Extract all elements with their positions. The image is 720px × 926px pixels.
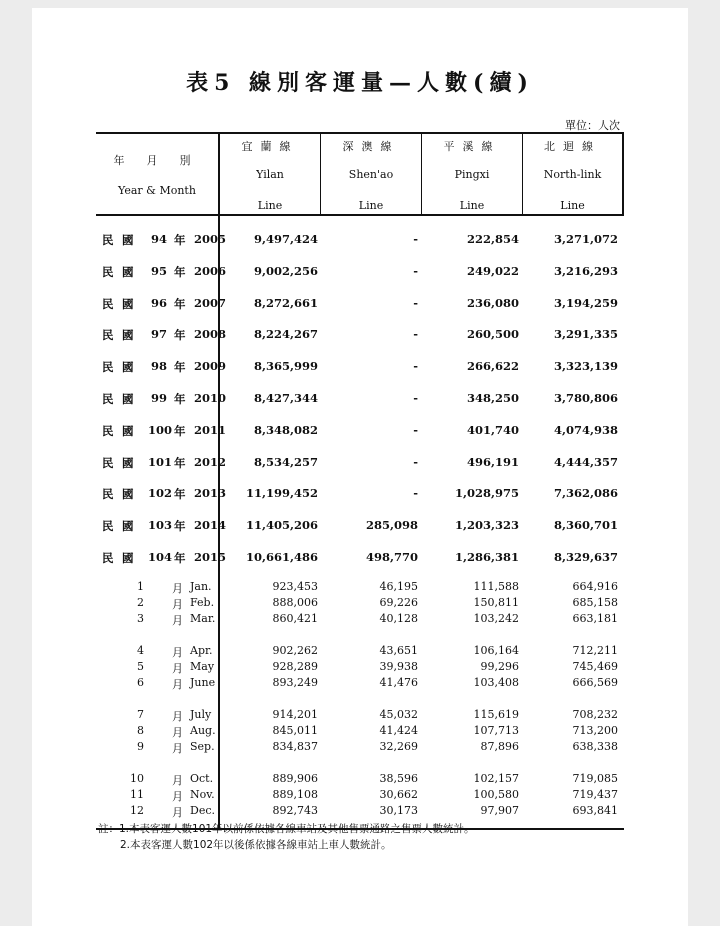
row-value-col-3: 150,811 (473, 596, 519, 609)
row-value-col-3: 266,622 (466, 359, 519, 374)
row-nian: 年 (174, 455, 186, 470)
row-month-num: 3 (137, 612, 144, 625)
row-prefix: 民 (102, 551, 114, 565)
row-nian: 年 (174, 519, 186, 534)
row-nian: 年 (174, 328, 186, 343)
row-roc-year: 95 (150, 263, 167, 278)
row-label (102, 788, 218, 804)
row-value-col-4: 712,211 (572, 644, 618, 657)
header-col-en: Shen'ao (348, 168, 394, 181)
row-era: 國 (122, 296, 134, 311)
row-label (102, 518, 227, 534)
row-value-col-4: 4,074,938 (553, 422, 618, 437)
monthly-row (96, 660, 624, 676)
row-value-col-3: 103,242 (473, 612, 519, 625)
row-nian: 年 (174, 551, 186, 565)
row-value-col-1: 834,837 (272, 740, 318, 753)
row-month-num: 8 (137, 724, 144, 737)
annual-row (96, 550, 624, 566)
row-value-col-4: 3,291,335 (553, 327, 618, 342)
row-value-col-3: 106,164 (473, 644, 519, 657)
annual-row (96, 232, 624, 248)
header-col-line: Line (459, 199, 485, 212)
row-nian: 年 (174, 296, 186, 311)
row-value-col-4: 3,216,293 (553, 263, 618, 278)
row-value-col-2: 41,424 (379, 724, 418, 737)
row-era: 國 (122, 328, 134, 343)
row-value-col-2: - (413, 454, 418, 469)
row-month-num: 7 (137, 708, 144, 721)
row-value-col-4: 4,444,357 (553, 454, 618, 469)
row-era: 國 (122, 487, 134, 502)
row-value-col-3: 107,713 (473, 724, 519, 737)
row-month-en: July (190, 708, 212, 721)
row-value-col-1: 914,201 (272, 708, 318, 721)
annual-row (96, 264, 624, 280)
row-ad-year: 2005 (194, 232, 227, 246)
unit-label: 單位：人次 (565, 119, 620, 132)
row-prefix: 民 (102, 392, 114, 406)
row-value-col-3: 1,203,323 (454, 518, 519, 533)
monthly-row (96, 612, 624, 628)
row-nian: 年 (174, 233, 186, 247)
row-value-col-2: 45,032 (379, 708, 418, 721)
header-col-shenao (321, 134, 422, 214)
row-value-col-1: 902,262 (272, 644, 318, 657)
monthly-row (96, 580, 624, 596)
row-value-col-1: 8,534,257 (253, 454, 318, 469)
row-nian: 年 (174, 487, 186, 502)
row-yue: 月 (172, 790, 183, 803)
header-col-pingxi (422, 134, 523, 214)
row-value-col-4: 3,323,139 (553, 359, 618, 374)
row-era: 國 (122, 264, 134, 279)
row-nian: 年 (174, 360, 186, 375)
document-page (32, 8, 688, 926)
row-value-col-4: 638,338 (572, 740, 618, 753)
row-value-col-2: 285,098 (365, 518, 418, 533)
row-label (102, 359, 227, 375)
monthly-row (96, 644, 624, 660)
row-value-col-2: 32,269 (379, 740, 418, 753)
row-value-col-2: - (413, 327, 418, 342)
row-yue: 月 (172, 774, 183, 787)
row-value-col-4: 8,329,637 (553, 550, 618, 564)
row-value-col-2: - (413, 486, 418, 501)
row-value-col-4: 3,780,806 (553, 391, 618, 405)
row-value-col-1: 893,249 (272, 676, 318, 689)
row-label (102, 422, 227, 439)
header-col-zh: 平溪線 (443, 140, 501, 153)
row-value-col-1: 888,006 (272, 596, 318, 609)
row-ad-year: 2015 (194, 550, 227, 564)
row-value-col-3: 236,080 (466, 295, 519, 310)
monthly-row (96, 804, 624, 820)
row-yue: 月 (172, 662, 183, 675)
row-month-en: Aug. (190, 724, 216, 737)
row-value-col-2: 41,476 (379, 676, 418, 689)
row-era: 國 (122, 233, 134, 247)
row-value-col-1: 11,405,206 (245, 518, 318, 533)
row-roc-year: 94 (150, 232, 167, 246)
row-prefix: 民 (102, 264, 114, 279)
row-yue: 月 (172, 598, 183, 611)
row-value-col-4: 719,437 (572, 788, 618, 801)
row-value-col-2: - (413, 232, 418, 246)
row-label (102, 391, 227, 407)
row-prefix: 民 (102, 328, 114, 343)
row-era: 國 (122, 423, 134, 438)
row-value-col-3: 97,907 (480, 804, 519, 817)
row-roc-year: 101 (148, 454, 173, 469)
row-label (102, 676, 218, 692)
row-value-col-3: 103,408 (473, 676, 519, 689)
row-label (102, 772, 218, 788)
annual-row (96, 359, 624, 375)
annual-row (96, 518, 624, 534)
row-month-num: 11 (130, 788, 144, 801)
row-value-col-2: - (413, 391, 418, 405)
monthly-row (96, 708, 624, 724)
row-label (102, 550, 227, 566)
row-label (102, 612, 218, 628)
row-value-col-4: 666,569 (572, 676, 618, 689)
row-ad-year: 2011 (194, 422, 227, 437)
row-month-num: 4 (137, 644, 144, 657)
row-value-col-2: 46,195 (379, 580, 418, 593)
row-prefix: 民 (102, 233, 114, 247)
row-month-en: Dec. (190, 804, 215, 817)
row-label (102, 327, 227, 343)
row-value-col-4: 8,360,701 (553, 518, 618, 533)
row-month-num: 1 (137, 580, 144, 593)
row-ad-year: 2007 (194, 295, 227, 310)
row-value-col-3: 496,191 (466, 454, 519, 469)
row-label (102, 580, 218, 596)
row-value-col-4: 693,841 (572, 804, 618, 817)
row-value-col-2: 39,938 (379, 660, 418, 673)
row-value-col-2: 30,662 (379, 788, 418, 801)
annual-row (96, 455, 624, 471)
row-value-col-1: 928,289 (272, 660, 318, 673)
monthly-row (96, 724, 624, 740)
row-roc-year: 103 (148, 518, 173, 533)
annual-row (96, 486, 624, 502)
row-value-col-1: 892,743 (272, 804, 318, 817)
header-col-en: Pingxi (454, 168, 490, 181)
row-month-num: 10 (130, 772, 144, 785)
row-value-col-3: 111,588 (473, 580, 519, 593)
row-value-col-1: 889,108 (272, 788, 318, 801)
row-value-col-2: - (413, 359, 418, 374)
monthly-row (96, 676, 624, 692)
row-value-col-3: 222,854 (466, 232, 519, 246)
row-value-col-2: 30,173 (379, 804, 418, 817)
row-yue: 月 (172, 646, 183, 659)
row-ad-year: 2009 (194, 359, 227, 374)
row-month-en: Sep. (190, 740, 215, 753)
row-ad-year: 2006 (194, 263, 227, 278)
header-year-month-en: Year & Month (118, 184, 196, 197)
footnote-1: 註：1.本表客運人數101年以前係依據各線車站及其他售票通路之售票人數統計。 (98, 823, 475, 835)
row-ad-year: 2012 (194, 454, 227, 469)
row-value-col-3: 100,580 (473, 788, 519, 801)
row-value-col-4: 708,232 (572, 708, 618, 721)
row-label (102, 486, 227, 502)
row-month-en: Oct. (190, 772, 214, 785)
row-prefix: 民 (102, 296, 114, 311)
row-month-en: May (190, 660, 215, 673)
table-header (96, 132, 624, 216)
header-col-line: Line (358, 199, 384, 212)
row-value-col-2: - (413, 422, 418, 437)
row-era: 國 (122, 360, 134, 375)
row-value-col-1: 8,348,082 (253, 422, 318, 437)
row-era: 國 (122, 551, 134, 565)
row-value-col-1: 11,199,452 (245, 486, 318, 501)
row-nian: 年 (174, 392, 186, 406)
row-era: 國 (122, 392, 134, 406)
row-prefix: 民 (102, 423, 114, 438)
row-value-col-3: 115,619 (473, 708, 519, 721)
row-value-col-4: 7,362,086 (553, 486, 618, 501)
row-month-num: 5 (137, 660, 144, 673)
row-ad-year: 2008 (194, 327, 227, 342)
row-month-num: 12 (130, 804, 144, 817)
row-value-col-2: - (413, 295, 418, 310)
row-value-col-1: 889,906 (272, 772, 318, 785)
row-yue: 月 (172, 582, 183, 595)
row-prefix: 民 (102, 487, 114, 502)
row-value-col-3: 249,022 (466, 263, 519, 278)
row-prefix: 民 (102, 455, 114, 470)
row-yue: 月 (172, 710, 183, 723)
row-roc-year: 99 (150, 391, 167, 405)
row-value-col-2: 43,651 (379, 644, 418, 657)
row-label (102, 804, 218, 820)
row-prefix: 民 (102, 360, 114, 375)
row-month-num: 9 (137, 740, 144, 753)
row-value-col-1: 9,002,256 (253, 263, 318, 278)
row-label (102, 232, 227, 248)
row-value-col-3: 99,296 (480, 660, 519, 673)
row-value-col-1: 845,011 (272, 724, 318, 737)
monthly-row (96, 740, 624, 756)
header-year-month-zh: 年月別 (113, 154, 213, 167)
row-value-col-4: 3,194,259 (553, 295, 618, 310)
row-era: 國 (122, 455, 134, 470)
row-value-col-3: 102,157 (473, 772, 519, 785)
header-col-line: Line (560, 199, 585, 212)
row-nian: 年 (174, 423, 186, 438)
page-title: 表5 線別客運量—人數(續) (186, 70, 534, 96)
row-label (102, 660, 218, 676)
row-yue: 月 (172, 806, 183, 819)
row-value-col-4: 3,271,072 (553, 232, 618, 246)
row-value-col-2: - (413, 263, 418, 278)
row-value-col-3: 87,896 (480, 740, 519, 753)
row-prefix: 民 (102, 519, 114, 534)
header-col-en: Yilan (256, 168, 284, 181)
row-month-en: Mar. (190, 612, 216, 625)
row-value-col-4: 664,916 (572, 580, 618, 593)
row-value-col-3: 401,740 (466, 422, 519, 437)
row-label (102, 644, 218, 660)
row-label (102, 454, 227, 471)
row-month-en: Apr. (190, 644, 213, 657)
row-roc-year: 97 (150, 327, 167, 342)
row-value-col-2: 40,128 (379, 612, 418, 625)
header-col-yilan (220, 134, 321, 214)
row-label (102, 596, 218, 612)
row-value-col-3: 260,500 (466, 327, 519, 342)
row-label (102, 724, 218, 740)
annual-row (96, 423, 624, 439)
row-value-col-2: 498,770 (365, 550, 418, 564)
row-yue: 月 (172, 726, 183, 739)
row-label (102, 263, 227, 280)
row-yue: 月 (172, 614, 183, 627)
row-value-col-4: 719,085 (572, 772, 618, 785)
row-yue: 月 (172, 678, 183, 691)
passenger-table (96, 132, 624, 830)
row-value-col-1: 923,453 (272, 580, 318, 593)
row-roc-year: 104 (148, 550, 173, 564)
header-col-zh: 宜蘭線 (241, 140, 299, 153)
monthly-row (96, 788, 624, 804)
row-value-col-4: 745,469 (572, 660, 618, 673)
annual-row (96, 327, 624, 343)
header-col-zh: 深澳線 (342, 140, 400, 153)
row-value-col-4: 663,181 (572, 612, 618, 625)
row-value-col-1: 8,224,267 (253, 327, 318, 342)
annual-row (96, 391, 624, 407)
row-month-en: Jan. (190, 580, 212, 593)
row-roc-year: 102 (148, 486, 173, 501)
row-month-num: 6 (137, 676, 144, 689)
row-value-col-2: 69,226 (379, 596, 418, 609)
row-month-num: 2 (137, 596, 144, 609)
footnote-2: 2.本表客運人數102年以後係依據各線車站上車人數統計。 (120, 839, 392, 851)
row-value-col-1: 8,427,344 (253, 391, 318, 405)
row-value-col-4: 685,158 (572, 596, 618, 609)
row-month-en: Feb. (190, 596, 215, 609)
header-col-northlink (523, 134, 624, 214)
row-value-col-3: 1,286,381 (454, 550, 519, 564)
monthly-row (96, 772, 624, 788)
header-year-month (96, 134, 220, 214)
row-value-col-2: 38,596 (379, 772, 418, 785)
row-ad-year: 2014 (194, 518, 227, 533)
row-value-col-1: 8,272,661 (253, 295, 318, 310)
header-col-en: North-link (543, 168, 602, 181)
row-era: 國 (122, 519, 134, 534)
row-yue: 月 (172, 742, 183, 755)
row-value-col-3: 348,250 (466, 391, 519, 405)
row-roc-year: 96 (150, 295, 167, 310)
row-nian: 年 (174, 264, 186, 279)
row-value-col-4: 713,200 (572, 724, 618, 737)
row-ad-year: 2013 (194, 486, 227, 501)
row-label (102, 295, 227, 312)
row-value-col-1: 9,497,424 (253, 232, 318, 246)
row-value-col-1: 10,661,486 (245, 550, 318, 564)
table-body (96, 216, 624, 830)
header-col-line: Line (257, 199, 283, 212)
annual-row (96, 296, 624, 312)
row-roc-year: 98 (150, 359, 167, 374)
header-col-zh: 北迴線 (544, 140, 601, 153)
row-value-col-3: 1,028,975 (454, 486, 519, 501)
row-value-col-1: 8,365,999 (253, 359, 318, 374)
row-ad-year: 2010 (194, 391, 227, 405)
row-month-en: June (190, 676, 216, 689)
row-label (102, 740, 218, 756)
row-label (102, 708, 218, 724)
monthly-row (96, 596, 624, 612)
row-value-col-1: 860,421 (272, 612, 318, 625)
row-roc-year: 100 (148, 422, 173, 437)
row-month-en: Nov. (190, 788, 215, 801)
